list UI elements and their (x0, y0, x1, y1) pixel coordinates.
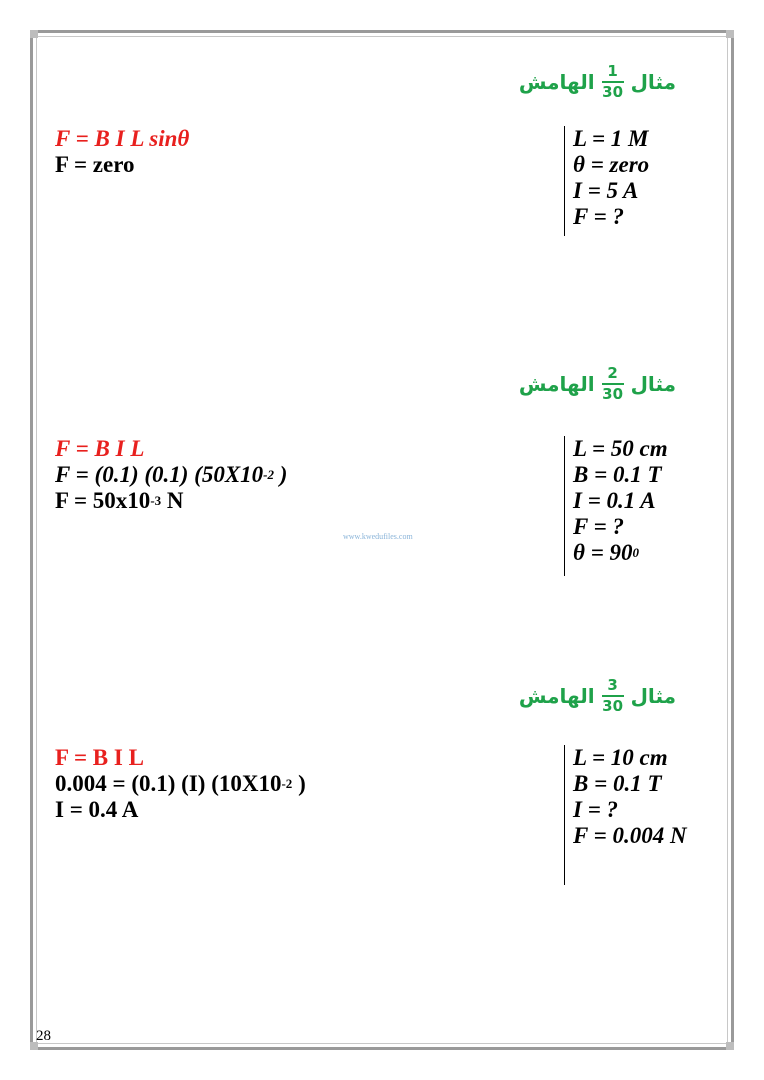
given-line (573, 436, 668, 462)
frame-corner-top-left (30, 30, 38, 38)
given-text: θ = zero (573, 152, 650, 177)
given-text: L = 10 cm (573, 745, 668, 770)
fraction-numerator: 2 (607, 364, 618, 382)
exponent: -2 (281, 776, 293, 791)
given-line (573, 126, 649, 152)
example-2-given (564, 436, 668, 576)
example-1-given (564, 126, 649, 236)
frame-corner-top-right (726, 30, 734, 38)
given-text: θ = 90 (573, 540, 633, 565)
fraction (602, 678, 624, 714)
example-2-solution (55, 436, 287, 514)
solution-line (55, 462, 287, 488)
solution-text-tail: ) (274, 462, 288, 487)
given-line (573, 152, 649, 178)
fraction-numerator: 1 (607, 62, 618, 80)
given-line (573, 745, 687, 771)
given-line (573, 204, 649, 230)
watermark: www.kwedufiles.com (343, 532, 413, 541)
given-text: B = 0.1 T (573, 462, 662, 487)
solution-text: I = 0.4 A (55, 797, 139, 822)
given-text: F = ? (573, 204, 625, 229)
example-word: مثال (630, 372, 676, 396)
given-line (573, 540, 668, 566)
fraction-numerator: 3 (607, 676, 618, 694)
example-2-heading (519, 366, 676, 402)
fraction (602, 366, 624, 402)
given-line (573, 462, 668, 488)
given-line (573, 797, 687, 823)
given-text: I = 0.1 A (573, 488, 656, 513)
given-text: L = 50 cm (573, 436, 668, 461)
given-line (573, 823, 687, 849)
solution-line (55, 126, 189, 152)
fraction (602, 64, 624, 100)
given-line (573, 488, 668, 514)
exponent: -2 (263, 467, 275, 482)
solution-text-tail: N (161, 488, 184, 513)
given-line (573, 514, 668, 540)
solution-text: F = B I L (55, 745, 144, 770)
solution-text: F = 50x10 (55, 488, 151, 513)
exponent: -3 (150, 493, 162, 508)
example-word: مثال (630, 684, 676, 708)
given-text: L = 1 M (573, 126, 649, 151)
given-text: I = ? (573, 797, 619, 822)
exponent: 0 (632, 545, 640, 560)
solution-line (55, 436, 287, 462)
example-1-heading (519, 64, 676, 100)
given-text: B = 0.1 T (573, 771, 662, 796)
solution-line (55, 797, 306, 823)
given-text: F = 0.004 N (573, 823, 687, 848)
solution-line (55, 488, 287, 514)
solution-text: F = (0.1) (0.1) (50X10 (55, 462, 264, 487)
margin-word: الهامش (518, 372, 595, 396)
given-text: I = 5 A (573, 178, 639, 203)
example-3-given (564, 745, 687, 885)
solution-text-tail: ) (292, 771, 306, 796)
fraction-denominator: 30 (602, 83, 624, 101)
solution-text: F = zero (55, 152, 135, 177)
given-line (573, 178, 649, 204)
margin-word: الهامش (518, 70, 595, 94)
example-3-heading (519, 678, 676, 714)
example-word: مثال (630, 70, 676, 94)
fraction-denominator: 30 (602, 697, 624, 715)
solution-text: 0.004 = (0.1) (I) (10X10 (55, 771, 282, 796)
fraction-denominator: 30 (602, 385, 624, 403)
solution-line (55, 152, 189, 178)
solution-line (55, 745, 306, 771)
solution-line (55, 771, 306, 797)
example-3-solution (55, 745, 306, 823)
given-line (573, 771, 687, 797)
page-number: 28 (36, 1028, 51, 1044)
given-text: F = ? (573, 514, 625, 539)
margin-word: الهامش (518, 684, 595, 708)
frame-corner-bottom-right (726, 1042, 734, 1050)
example-1-solution (55, 126, 189, 178)
solution-text: F = B I L (55, 436, 145, 461)
solution-text: F = B I L sinθ (55, 126, 190, 151)
